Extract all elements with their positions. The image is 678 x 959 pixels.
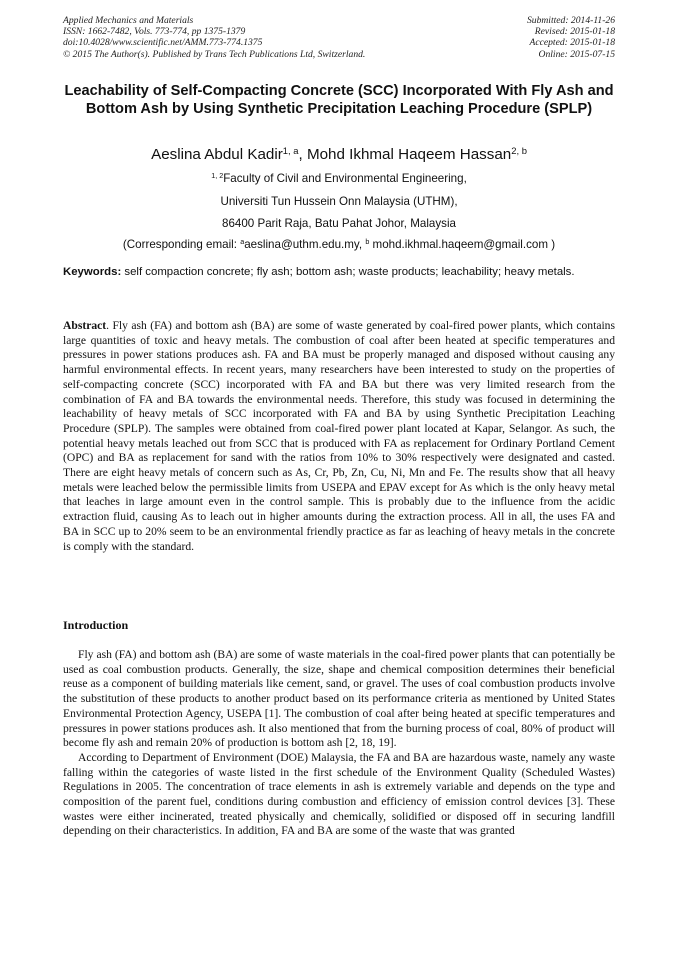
- author-2: Mohd Ikhmal Haqeem Hassan: [306, 146, 512, 163]
- keywords: [63, 265, 615, 279]
- email-b: mohd.ikhmal.haqeem@gmail.com ): [369, 238, 556, 251]
- date-online: Online: 2015-07-15: [538, 48, 615, 60]
- author-1: Aeslina Abdul Kadir: [151, 146, 283, 163]
- journal-doi: doi:10.4028/www.scientific.net/AMM.773-774.1375: [63, 37, 263, 49]
- keywords-label: Keywords:: [63, 266, 122, 278]
- author-1-affiliation: 1, a: [282, 144, 299, 156]
- journal-copyright: © 2015 The Author(s). Published by Trans Tech Publications Ltd, Switzerland.: [63, 48, 366, 60]
- abstract-text: . Fly ash (FA) and bottom ash (BA) are some of waste generated by coal-fired power plants, which contains large quantities of toxic and heavy metals. The combustion of coal after been heated at specific temperatures and pressures in power stations produces ash. FA and BA must be properly managed and disposed without causing any harmful environmental effects. In recent years, many researchers have been interested to study on the properties of self-compacting concrete (SCC) incorporated with FA and BA but there was very limited research from the combination of FA and BA towards the environmental needs. Therefore, this study was focused in determining the leachability of heavy metals of SCC incorporated with FA and BA by using Synthetic Precipitation Leaching Procedure (SPLP). The samples were obtained from coal-fired power plant located at Kapar, Selangor. As such, the potential heavy metals leached out from SCC that is produced with FA as replacement for Ordinary Portland Cement (OPC) and BA as replacement for sand with the ratios from 10% to 30% respectively were designated and casted. There are eight heavy metals of concern such as As, Cr, Pb, Zn, Cu, Ni, Mn and Fe. The results show that all heavy metals were leached below the permissible limits from USEPA and EPAV except for As which is the only heavy metal that leaches in large amount even in the control sample. This is probably due to the influence from the acidic extraction fluid, causing As to leach out in higher amounts during the extraction process. All in all, the uses FA and BA in SCC up to 20% seem to be an environmental friendly practice as far as leaching of heavy metals in the concrete is comply with the standard.: [63, 319, 615, 553]
- email-a-marker: a: [240, 237, 245, 247]
- corresponding-email: [63, 238, 615, 252]
- affiliation-address: 86400 Parit Raja, Batu Pahat Johor, Malaysia: [222, 217, 456, 230]
- introduction-paragraph-1: Fly ash (FA) and bottom ash (BA) are some of waste materials in the coal-fired power plants that can potentially be used as coal combustion products. Generally, the size, shape and chemical composition determines their beneficial reuse as a component of building materials like cement, sand, or gravel. The uses of coal combustion products involve the substitution of these products to another product based on its performance criteria as mentioned by United States Environmental Protection Agency, USEPA [1]. The combustion of coal after being heated at specific temperatures and pressures in power stations produces ash. It also mentioned that from the burning process of coal, 80% of product will become fly ash and remain 20% of production is bottom ash [2, 18, 19].: [63, 648, 615, 750]
- date-submitted: Submitted: 2014-11-26: [526, 15, 615, 26]
- paper-title: Leachability of Self-Compacting Concrete (SCC) Incorporated With Fly Ash and Bottom Ash by Using Synthetic Precipitation Leaching Procedure (SPLP): [64, 83, 614, 117]
- introduction-heading: Introduction: [63, 618, 129, 632]
- affiliation-university: Universiti Tun Hussein Onn Malaysia (UTHM),: [220, 195, 458, 208]
- introduction-body: [63, 648, 615, 839]
- email-prefix: (Corresponding email:: [122, 238, 241, 251]
- journal-name: Applied Mechanics and Materials: [63, 15, 194, 26]
- abstract: [63, 319, 615, 554]
- author-list: [63, 146, 615, 164]
- journal-dates: [527, 15, 615, 60]
- affiliation-marker: 1, 2: [211, 171, 224, 181]
- keywords-text: self compaction concrete; fly ash; bottom ash; waste products; leachability; heavy metals.: [121, 266, 575, 278]
- abstract-label: Abstract: [63, 319, 107, 332]
- date-accepted: Accepted: 2015-01-18: [529, 37, 615, 49]
- introduction-paragraph-2: According to Department of Environment (DOE) Malaysia, the FA and BA are hazardous waste, namely any waste falling within the categories of waste listed in the first schedule of the Environment Quality (Scheduled Wastes) Regulations in 2005. The concentration of trace elements in ash is extremely variable and depends on the type and composition of the parent fuel, conditions during combustion and efficiency of emission control devices [3]. These wastes were either incinerated, treated physically and chemically, solidified or disposed off in securing landfill depending on their characteristics. In addition, FA and BA are some of the waste that was granted: [63, 750, 615, 838]
- journal-issn: ISSN: 1662-7482, Vols. 773-774, pp 1375-1379: [63, 26, 246, 38]
- author-separator: ,: [298, 146, 307, 163]
- affiliation-line-1: [63, 172, 615, 186]
- email-a: aeslina@uthm.edu.my,: [244, 238, 366, 251]
- journal-header: [63, 15, 615, 65]
- author-2-affiliation: 2, b: [511, 144, 527, 156]
- email-b-marker: b: [365, 237, 370, 247]
- affiliation-faculty: Faculty of Civil and Environmental Engineering,: [223, 172, 467, 185]
- journal-info: [63, 15, 365, 60]
- date-revised: Revised: 2015-01-18: [534, 26, 615, 38]
